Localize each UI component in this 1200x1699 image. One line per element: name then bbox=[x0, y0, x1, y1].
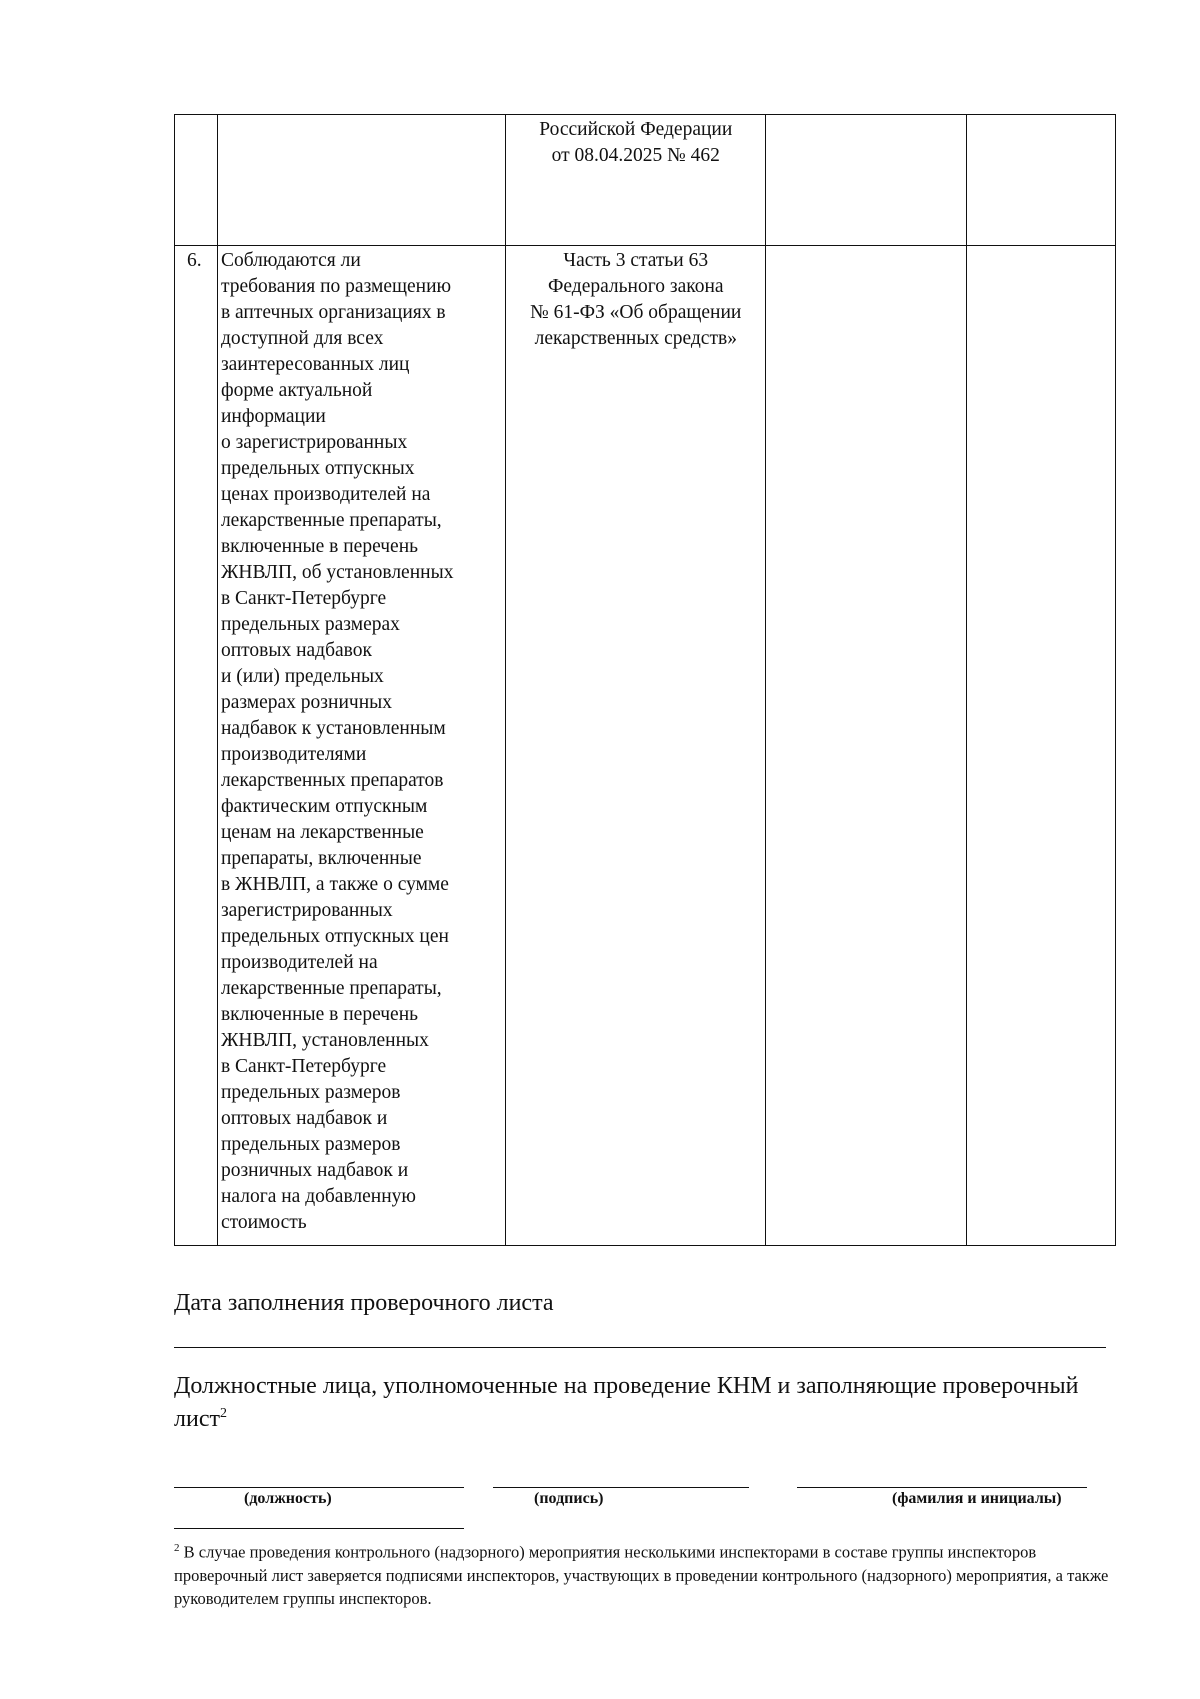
question-cell bbox=[217, 115, 505, 246]
fill-date-line[interactable] bbox=[174, 1347, 1106, 1348]
legal-basis-line: лекарственных средств» bbox=[534, 328, 737, 349]
question-line: лекарственных препаратов bbox=[220, 770, 444, 791]
question-line: предельных размерах bbox=[220, 614, 400, 635]
footnote-separator bbox=[174, 1528, 464, 1529]
question-line: ЖНВЛП, установленных bbox=[220, 1030, 429, 1051]
question-line: производителями bbox=[220, 744, 367, 765]
table-row bbox=[175, 115, 1116, 246]
question-line: предельных отпускных bbox=[220, 458, 415, 479]
footnote-text: В случае проведения контрольного (надзорного) мероприятия несколькими инспекторами в составе группы инспекторов проверочный лист заверяется подписями инспекторов, участвующих в проведении контрольного (надзорного) мероприятия, а также руководителем группы инспекторов. bbox=[174, 1542, 1109, 1608]
question-line: заинтересованных лиц bbox=[220, 354, 410, 375]
footnote-reference: 2 bbox=[219, 1406, 227, 1421]
question-line: размерах розничных bbox=[220, 692, 392, 713]
legal-basis-line: Российской Федерации bbox=[539, 119, 733, 140]
officials-heading bbox=[174, 1372, 1104, 1433]
question-line: и (или) предельных bbox=[220, 666, 384, 687]
question-line: доступной для всех bbox=[220, 328, 384, 349]
question-line: ценам на лекарственные bbox=[220, 822, 424, 843]
answer-cell[interactable] bbox=[766, 115, 966, 246]
question-line: стоимость bbox=[220, 1212, 307, 1233]
question-line: в Санкт-Петербурге bbox=[220, 588, 387, 609]
question-line: требования по размещению bbox=[220, 276, 452, 297]
question-line: производителей на bbox=[220, 952, 378, 973]
question-line: информации bbox=[220, 406, 326, 427]
question-line: в Санкт-Петербурге bbox=[220, 1056, 387, 1077]
signature-caption: (подпись) bbox=[534, 1490, 604, 1507]
question-line: надбавок к установленным bbox=[220, 718, 446, 739]
legal-basis-cell bbox=[506, 115, 766, 246]
question-line: ценах производителей на bbox=[220, 484, 431, 505]
legal-basis-line: Федерального закона bbox=[547, 276, 724, 297]
position-caption: (должность) bbox=[244, 1490, 332, 1507]
question-line: лекарственные препараты, bbox=[220, 510, 442, 531]
legal-basis-cell bbox=[506, 246, 766, 1246]
question-line: включенные в перечень bbox=[220, 536, 419, 557]
question-line: предельных размеров bbox=[220, 1082, 401, 1103]
question-line: розничных надбавок и bbox=[220, 1160, 409, 1181]
checklist-table bbox=[174, 114, 1116, 1246]
row-number-cell bbox=[175, 115, 218, 246]
question-line: ЖНВЛП, об установленных bbox=[220, 562, 454, 583]
question-line: предельных отпускных цен bbox=[220, 926, 449, 947]
question-line: препараты, включенные bbox=[220, 848, 422, 869]
question-line: Соблюдаются ли bbox=[220, 250, 361, 271]
question-line: оптовых надбавок bbox=[220, 640, 372, 661]
question-line: в аптечных организациях в bbox=[220, 302, 446, 323]
officials-text: Должностные лица, уполномоченные на проведение КНМ и заполняющие проверочный лист bbox=[174, 1373, 1079, 1432]
footnote bbox=[174, 1537, 1114, 1610]
question-line: форме актуальной bbox=[220, 380, 373, 401]
question-line: фактическим отпускным bbox=[220, 796, 428, 817]
fill-date-label: Дата заполнения проверочного листа bbox=[174, 1290, 554, 1316]
footnote-mark: 2 bbox=[174, 1542, 180, 1554]
question-line: предельных размеров bbox=[220, 1134, 401, 1155]
question-line: оптовых надбавок и bbox=[220, 1108, 388, 1129]
note-cell[interactable] bbox=[966, 115, 1115, 246]
signature-line[interactable] bbox=[493, 1487, 749, 1488]
question-line: налога на добавленную bbox=[220, 1186, 416, 1207]
question-line: зарегистрированных bbox=[220, 900, 393, 921]
table-row bbox=[175, 246, 1116, 1246]
name-signature-line[interactable] bbox=[797, 1487, 1087, 1488]
question-cell bbox=[217, 246, 505, 1246]
position-signature-line[interactable] bbox=[174, 1487, 464, 1488]
question-line: лекарственные препараты, bbox=[220, 978, 442, 999]
question-line: включенные в перечень bbox=[220, 1004, 419, 1025]
name-caption: (фамилия и инициалы) bbox=[892, 1490, 1062, 1507]
question-line: о зарегистрированных bbox=[220, 432, 408, 453]
legal-basis-line: № 61-ФЗ «Об обращении bbox=[530, 302, 742, 323]
row-number-cell: 6. bbox=[175, 246, 218, 1246]
question-line: в ЖНВЛП, а также о сумме bbox=[220, 874, 449, 895]
legal-basis-line: от 08.04.2025 № 462 bbox=[551, 145, 720, 166]
note-cell[interactable] bbox=[966, 246, 1115, 1246]
legal-basis-line: Часть 3 статьи 63 bbox=[563, 250, 709, 271]
answer-cell[interactable] bbox=[766, 246, 966, 1246]
